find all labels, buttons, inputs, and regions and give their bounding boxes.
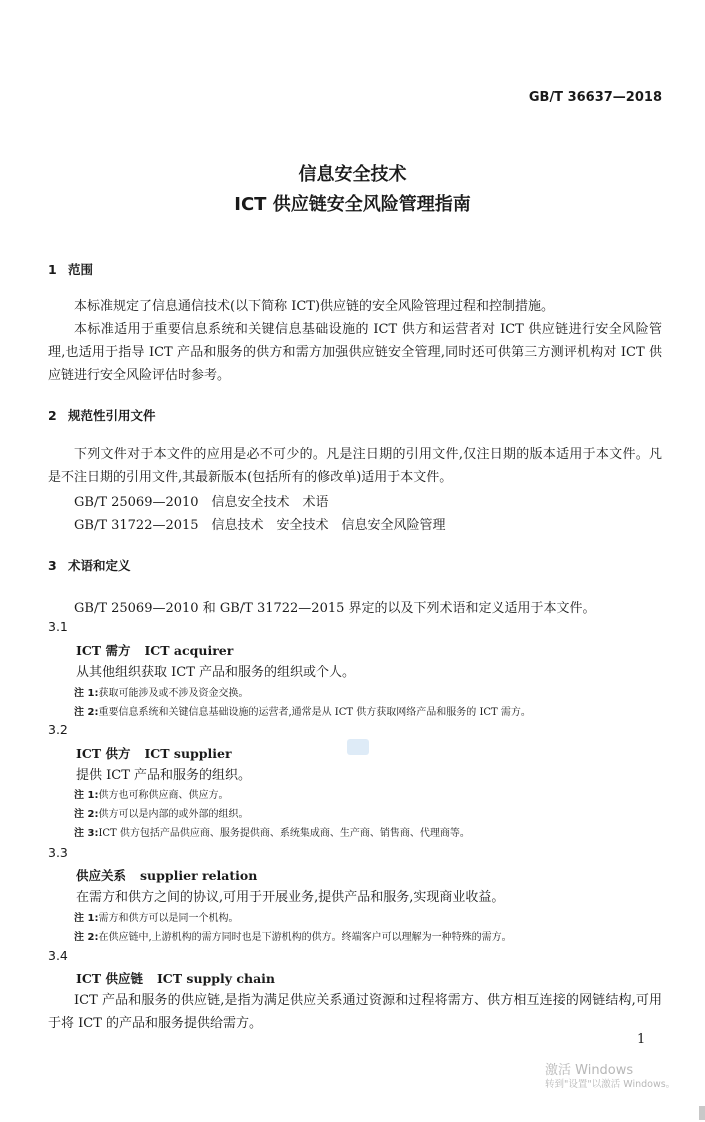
paragraph: 下列文件对于本文件的应用是必不可少的。凡是注日期的引用文件,仅注日期的版本适用于本文件。凡是不注日期的引用文件,其最新版本(包括所有的修改单)适用于本文件。: [48, 447, 662, 485]
paragraph: 本标准规定了信息通信技术(以下简称 ICT)供应链的安全风险管理过程和控制措施。: [74, 299, 555, 314]
normative-reference: GB/T 31722—2015 信息技术 安全技术 信息安全风险管理: [74, 518, 446, 533]
note-text: 需方和供方可以是同一个机构。: [98, 913, 239, 924]
term-number: 3.2: [48, 722, 68, 737]
note-text: 获取可能涉及或不涉及资金交换。: [98, 688, 249, 699]
term-definition: ICT 产品和服务的供应链,是指为满足供应关系通过资源和过程将需方、供方相互连接的网链结构,可用于将 ICT 的产品和服务提供给需方。: [48, 993, 662, 1031]
term-note: [74, 786, 228, 801]
term-note: [74, 684, 248, 699]
section-number: 2: [48, 408, 57, 423]
section-number: 1: [48, 262, 57, 277]
note-label: 注 2:: [74, 809, 99, 820]
note-label: 注 3:: [74, 828, 99, 839]
term-en: ICT supply chain: [156, 971, 276, 986]
section-intro: GB/T 25069—2010 和 GB/T 31722—2015 界定的以及下列术语和定义适用于本文件。: [74, 601, 596, 616]
term-zh: ICT 供应链: [76, 971, 143, 986]
term-definition: 从其他组织获取 ICT 产品和服务的组织或个人。: [76, 665, 356, 680]
section-title: 规范性引用文件: [68, 408, 156, 423]
note-label: 注 1:: [74, 913, 99, 924]
note-text: 重要信息系统和关键信息基础设施的运营者,通常是从 ICT 供方获取网络产品和服务的 ICT 需方。: [98, 707, 531, 718]
term-zh: 供应关系: [76, 868, 127, 883]
page-number: 1: [637, 1032, 646, 1047]
note-label: 注 1:: [74, 790, 99, 801]
document-title: 信息安全技术: [298, 164, 407, 185]
faint-stamp-mark: [347, 739, 369, 755]
term-en: ICT acquirer: [144, 643, 234, 658]
term-heading: [76, 866, 257, 884]
note-label: 注 2:: [74, 932, 99, 943]
term-en: ICT supplier: [144, 746, 232, 761]
section-heading: [48, 406, 156, 424]
term-note: [74, 928, 512, 943]
term-number: 3.3: [48, 845, 68, 860]
standard-number: GB/T 36637—2018: [528, 90, 662, 105]
paragraph: 本标准适用于重要信息系统和关键信息基础设施的 ICT 供方和运营者对 ICT 供应链进行安全风险管理,也适用于指导 ICT 产品和服务的供方和需方加强供应链安全管理,同时还可供第三方测评机构对 ICT 供应链进行安全风险评估时参考。: [48, 322, 662, 383]
note-text: 供方也可称供应商、供应方。: [98, 790, 229, 801]
normative-reference: GB/T 25069—2010 信息安全技术 术语: [74, 495, 329, 510]
note-text: ICT 供方包括产品供应商、服务提供商、系统集成商、生产商、销售商、代理商等。: [98, 828, 470, 839]
note-text: 供方可以是内部的或外部的组织。: [98, 809, 249, 820]
section-title: 术语和定义: [68, 558, 131, 573]
term-zh: ICT 供方: [76, 746, 131, 761]
activation-watermark-hint: 转到"设置"以激活 Windows。: [545, 1079, 676, 1090]
section-heading: [48, 556, 131, 574]
term-zh: ICT 需方: [76, 643, 131, 658]
term-note: [74, 805, 248, 820]
scrollbar-thumb[interactable]: [699, 1106, 705, 1120]
note-label: 注 2:: [74, 707, 99, 718]
term-heading: [76, 641, 233, 659]
term-en: supplier relation: [140, 868, 258, 883]
section-heading: [48, 260, 93, 278]
term-heading: [76, 744, 232, 762]
term-number: 3.4: [48, 948, 68, 963]
note-label: 注 1:: [74, 688, 99, 699]
term-number: 3.1: [48, 619, 68, 634]
activation-watermark-title: 激活 Windows: [545, 1063, 634, 1078]
term-heading: [76, 969, 275, 987]
term-definition: 提供 ICT 产品和服务的组织。: [76, 768, 252, 783]
term-note: [74, 909, 238, 924]
term-note: [74, 703, 531, 718]
section-title: 范围: [68, 262, 94, 277]
section-number: 3: [48, 558, 57, 573]
document-subtitle: ICT 供应链安全风险管理指南: [234, 194, 471, 215]
term-definition: 在需方和供方之间的协议,可用于开展业务,提供产品和服务,实现商业收益。: [76, 890, 505, 905]
term-note: [74, 824, 470, 839]
note-text: 在供应链中,上游机构的需方同时也是下游机构的供方。终端客户可以理解为一种特殊的需方。: [98, 932, 512, 943]
